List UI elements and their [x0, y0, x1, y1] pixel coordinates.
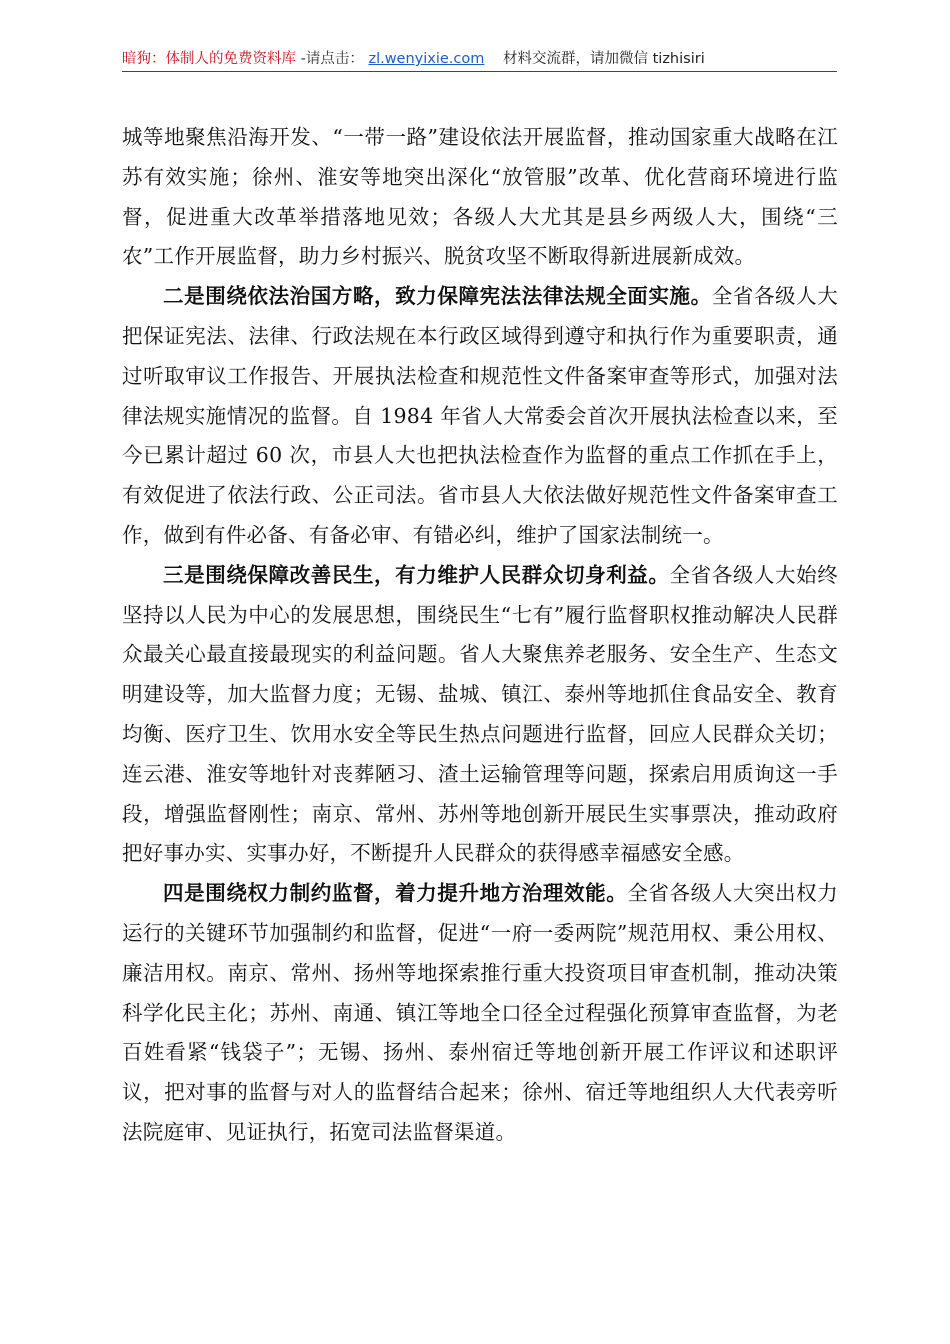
header-divider — [122, 71, 837, 72]
paragraph-1 — [122, 118, 838, 277]
header-brand: 暗狗：体制人的免费资料库 — [122, 51, 296, 67]
paragraph-lead: 四是围绕权力制约监督，着力提升地方治理效能。 — [163, 881, 628, 906]
paragraph-4 — [122, 874, 838, 1153]
header-wechat: 材料交流群，请加微信 tizhisiri — [503, 51, 705, 67]
paragraph-text: 全省各级人大突出权力运行的关键环节加强制约和监督，促进“一府一委两院”规范用权、秉公用权、廉洁用权。南京、常州、扬州等地探索推行重大投资项目审查机制，推动决策科学化民主化；苏州、南通、镇江等地全口径全过程强化预算审查监督，为老百姓看紧“钱袋子”；无锡、扬州、泰州宿迁等地创新开展工作评议和述职评议，把对事的监督与对人的监督结合起来；徐州、宿迁等地组织人大代表旁听法院庭审、见证执行，拓宽司法监督渠道。 — [122, 881, 839, 1144]
paragraph-text: 全省各级人大把保证宪法、法律、行政法规在本行政区域得到遵守和执行作为重要职责，通过听取审议工作报告、开展执法检查和规范性文件备案审查等形式，加强对法律法规实施情况的监督。自 1984 年省人大常委会首次开展执法检查以来，至今已累计超过 60 次，市县人大也把执法检查作为监督的重点工作抓在手上，有效促进了依法行政、公正司法。省市县人大依法做好规范性文件备案审查工作，做到有件必备、有备必审、有错必纠，维护了国家法制统一。 — [122, 284, 839, 547]
paragraph-2 — [122, 277, 838, 556]
header-prompt: -请点击： — [300, 51, 364, 67]
paragraph-text: 城等地聚焦沿海开发、“一带一路”建设依法开展监督，推动国家重大战略在江苏有效实施；徐州、淮安等地突出深化“放管服”改革、优化营商环境进行监督，促进重大改革举措落地见效；各级人大尤其是县乡两级人大，围绕“三农”工作开展监督，助力乡村振兴、脱贫攻坚不断取得新进展新成效。 — [122, 125, 838, 269]
header-link[interactable]: zl.wenyixie.com — [368, 51, 485, 67]
paragraph-text: 全省各级人大始终坚持以人民为中心的发展思想，围绕民生“七有”履行监督职权推动解决人民群众最关心最直接最现实的利益问题。省人大聚焦养老服务、安全生产、生态文明建设等，加大监督力度；无锡、盐城、镇江、泰州等地抓住食品安全、教育均衡、医疗卫生、饮用水安全等民生热点问题进行监督，回应人民群众关切；连云港、淮安等地针对丧葬陋习、渣土运输管理等问题，探索启用质询这一手段，增强监督刚性；南京、常州、苏州等地创新开展民生实事票决，推动政府把好事办实、实事办好，不断提升人民群众的获得感幸福感安全感。 — [122, 562, 838, 866]
paragraph-3 — [122, 556, 838, 874]
page-header — [122, 46, 837, 72]
paragraph-lead: 二是围绕依法治国方略，致力保障宪法法律法规全面实施。 — [163, 284, 712, 309]
paragraph-lead: 三是围绕保障改善民生，有力维护人民群众切身利益。 — [163, 562, 670, 587]
document-body — [122, 118, 838, 1153]
